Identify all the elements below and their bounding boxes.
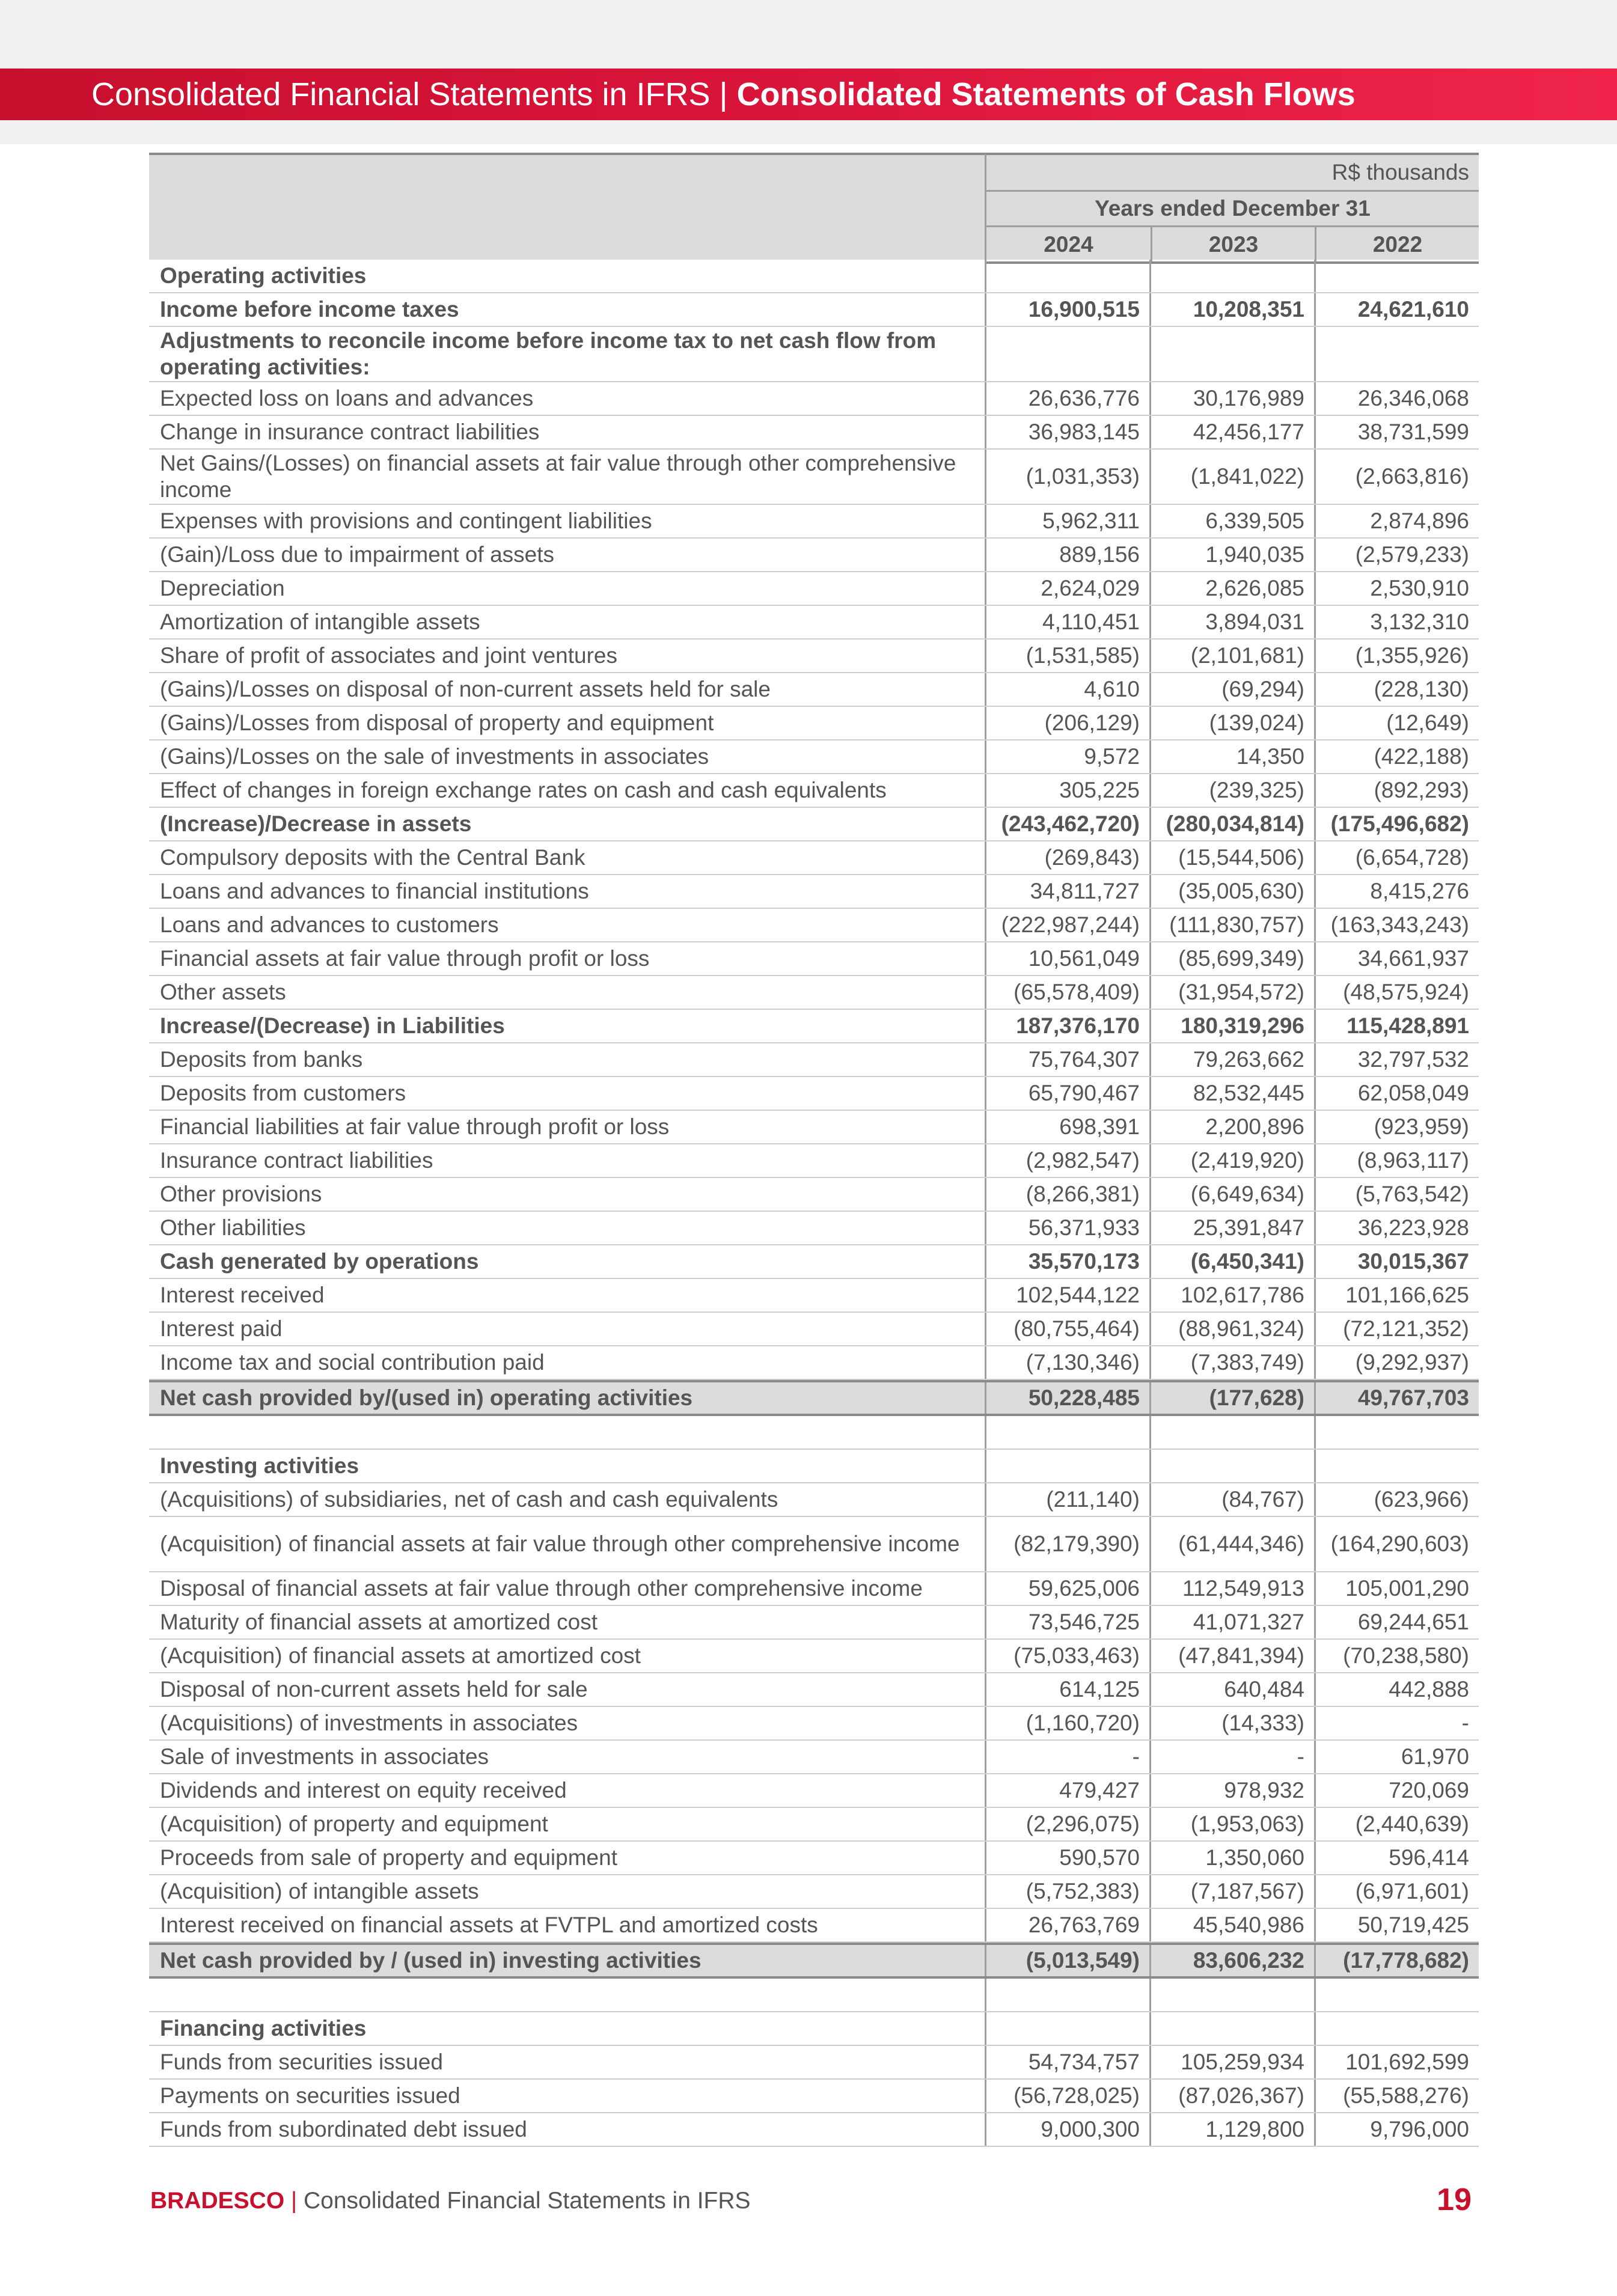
row-label: (Gains)/Losses from disposal of property and equipment xyxy=(160,710,714,735)
table-row xyxy=(149,293,1479,327)
value-cell-2024 xyxy=(985,2012,1149,2045)
value-cell-2024: 26,636,776 xyxy=(985,382,1149,415)
table-row xyxy=(149,416,1479,450)
value-cell-2022: 720,069 xyxy=(1314,1774,1479,1807)
value-cell-2023: 42,456,177 xyxy=(1149,416,1314,448)
value-cell-2022: 24,621,610 xyxy=(1314,293,1479,326)
table-row xyxy=(149,1774,1479,1808)
value-cell-2022: 62,058,049 xyxy=(1314,1077,1479,1110)
value-cell-2022: 49,767,703 xyxy=(1314,1382,1479,1414)
row-label: Interest received xyxy=(160,1283,325,1307)
value-cell-2023: - xyxy=(1149,1741,1314,1773)
value-cell-2022: 101,166,625 xyxy=(1314,1279,1479,1311)
row-label: (Acquisitions) of investments in associates xyxy=(160,1711,578,1735)
value-cell-2023: 30,176,989 xyxy=(1149,382,1314,415)
row-label: Sale of investments in associates xyxy=(160,1744,489,1769)
value-cell-2023: (84,767) xyxy=(1149,1483,1314,1516)
value-cell-2022: 36,223,928 xyxy=(1314,1212,1479,1244)
table-row xyxy=(149,382,1479,416)
row-label: (Acquisition) of property and equipment xyxy=(160,1812,548,1836)
table-row xyxy=(149,1043,1479,1077)
value-cell-2024: 5,962,311 xyxy=(985,505,1149,537)
value-cell-2024: 187,376,170 xyxy=(985,1010,1149,1042)
value-cell-2024: 479,427 xyxy=(985,1774,1149,1807)
table-row xyxy=(149,1077,1479,1111)
value-cell-2023: (177,628) xyxy=(1149,1382,1314,1414)
value-cell-2023 xyxy=(1149,1979,1314,2011)
value-cell-2024: (56,728,025) xyxy=(985,2080,1149,2112)
value-cell-2023: (69,294) xyxy=(1149,673,1314,706)
value-cell-2023: (6,649,634) xyxy=(1149,1178,1314,1211)
year-header: 2024 xyxy=(1044,231,1093,257)
table-row xyxy=(149,1640,1479,1673)
year-header: 2022 xyxy=(1315,227,1479,261)
table-row xyxy=(149,2012,1479,2046)
value-cell-2023: 10,208,351 xyxy=(1149,293,1314,326)
row-label: Cash generated by operations xyxy=(160,1249,479,1274)
value-cell-2024: 4,610 xyxy=(985,673,1149,706)
table-row xyxy=(149,572,1479,606)
value-cell-2023: 14,350 xyxy=(1149,740,1314,773)
value-cell-2023: 82,532,445 xyxy=(1149,1077,1314,1110)
banner-prefix: Consolidated Financial Statements in IFRS | xyxy=(91,76,728,112)
value-cell-2022 xyxy=(1314,260,1479,292)
value-cell-2022: (163,343,243) xyxy=(1314,909,1479,941)
row-label: Operating activities xyxy=(160,263,367,288)
value-cell-2022: (623,966) xyxy=(1314,1483,1479,1516)
row-label: Depreciation xyxy=(160,576,285,600)
value-cell-2022: 50,719,425 xyxy=(1314,1909,1479,1941)
value-cell-2024: 4,110,451 xyxy=(985,606,1149,638)
value-cell-2023: 640,484 xyxy=(1149,1673,1314,1706)
table-row xyxy=(149,1572,1479,1606)
table-row xyxy=(149,740,1479,774)
row-label: Loans and advances to customers xyxy=(160,912,499,937)
value-cell-2024: 56,371,933 xyxy=(985,1212,1149,1244)
row-label: Net Gains/(Losses) on financial assets at fair value through other comprehensive income xyxy=(160,451,956,502)
value-cell-2024: 75,764,307 xyxy=(985,1043,1149,1076)
value-cell-2022: - xyxy=(1314,1707,1479,1739)
value-cell-2023: 83,606,232 xyxy=(1149,1945,1314,1976)
year-header: 2023 xyxy=(1151,227,1315,261)
value-cell-2024: (243,462,720) xyxy=(985,808,1149,840)
table-row xyxy=(149,1673,1479,1707)
value-cell-2023: (88,961,324) xyxy=(1149,1313,1314,1345)
value-cell-2022: (1,355,926) xyxy=(1314,640,1479,672)
row-label: Other liabilities xyxy=(160,1215,306,1240)
value-cell-2024: (80,755,464) xyxy=(985,1313,1149,1345)
table-row xyxy=(149,1346,1479,1380)
value-cell-2024: 102,544,122 xyxy=(985,1279,1149,1311)
value-cell-2024: (1,031,353) xyxy=(985,450,1149,504)
value-cell-2024: (5,752,383) xyxy=(985,1875,1149,1908)
row-label: (Acquisitions) of subsidiaries, net of cash and cash equivalents xyxy=(160,1487,778,1512)
value-cell-2024 xyxy=(985,1416,1149,1449)
row-label: Financing activities xyxy=(160,2016,367,2041)
table-row xyxy=(149,327,1479,382)
value-cell-2023: (35,005,630) xyxy=(1149,875,1314,908)
value-cell-2023 xyxy=(1149,1450,1314,1482)
value-cell-2022: 105,001,290 xyxy=(1314,1572,1479,1605)
row-label: Other provisions xyxy=(160,1182,322,1206)
footer-separator: | xyxy=(291,2188,298,2214)
value-cell-2023: 102,617,786 xyxy=(1149,1279,1314,1311)
value-cell-2024: 698,391 xyxy=(985,1111,1149,1143)
value-cell-2022 xyxy=(1314,2012,1479,2045)
value-cell-2023: (7,187,567) xyxy=(1149,1875,1314,1908)
table-row xyxy=(149,1450,1479,1483)
value-cell-2024: (82,179,390) xyxy=(985,1517,1149,1571)
table-row xyxy=(149,841,1479,875)
table-row xyxy=(149,1380,1479,1416)
row-label: (Increase)/Decrease in assets xyxy=(160,811,472,836)
value-cell-2024: (222,987,244) xyxy=(985,909,1149,941)
value-cell-2023: 978,932 xyxy=(1149,1774,1314,1807)
row-label: Net cash provided by/(used in) operating activities xyxy=(160,1385,693,1410)
value-cell-2023: (2,419,920) xyxy=(1149,1144,1314,1177)
table-row xyxy=(149,1517,1479,1572)
table-row xyxy=(149,673,1479,707)
table-row xyxy=(149,2046,1479,2080)
row-label: Loans and advances to financial institutions xyxy=(160,879,589,903)
row-label: Maturity of financial assets at amortized cost xyxy=(160,1610,598,1634)
value-cell-2024: 36,983,145 xyxy=(985,416,1149,448)
value-cell-2022: 115,428,891 xyxy=(1314,1010,1479,1042)
table-header-blank xyxy=(149,153,985,260)
value-cell-2024 xyxy=(985,1979,1149,2011)
row-label: Insurance contract liabilities xyxy=(160,1148,433,1173)
value-cell-2023 xyxy=(1149,1416,1314,1449)
value-cell-2023 xyxy=(1149,2012,1314,2045)
value-cell-2023: 41,071,327 xyxy=(1149,1606,1314,1638)
row-label: Effect of changes in foreign exchange rates on cash and cash equivalents xyxy=(160,778,887,802)
value-cell-2024: (269,843) xyxy=(985,841,1149,874)
row-label: Expected loss on loans and advances xyxy=(160,386,534,411)
table-row xyxy=(149,260,1479,293)
row-label: Income before income taxes xyxy=(160,297,459,322)
value-cell-2023: 2,200,896 xyxy=(1149,1111,1314,1143)
row-label: Financial liabilities at fair value through profit or loss xyxy=(160,1114,670,1139)
row-label: Deposits from customers xyxy=(160,1081,406,1105)
row-label: Funds from subordinated debt issued xyxy=(160,2117,527,2142)
value-cell-2024: (65,578,409) xyxy=(985,976,1149,1009)
row-label: (Acquisition) of financial assets at fair value through other comprehensive income xyxy=(160,1531,960,1556)
value-cell-2024: 65,790,467 xyxy=(985,1077,1149,1110)
value-cell-2022: (923,959) xyxy=(1314,1111,1479,1143)
value-cell-2023: (239,325) xyxy=(1149,774,1314,807)
value-cell-2024: 35,570,173 xyxy=(985,1245,1149,1278)
value-cell-2022: (2,440,639) xyxy=(1314,1808,1479,1840)
table-header xyxy=(985,153,1479,260)
page-number: 19 xyxy=(1437,2182,1472,2217)
value-cell-2022: 32,797,532 xyxy=(1314,1043,1479,1076)
value-cell-2024: 2,624,029 xyxy=(985,572,1149,605)
table-row xyxy=(149,1279,1479,1313)
value-cell-2024 xyxy=(985,327,1149,381)
value-cell-2022: 38,731,599 xyxy=(1314,416,1479,448)
value-cell-2023: (7,383,749) xyxy=(1149,1346,1314,1379)
row-label: Funds from securities issued xyxy=(160,2050,443,2074)
table-row xyxy=(149,1606,1479,1640)
row-label: Adjustments to reconcile income before income tax to net cash flow from operating activities: xyxy=(160,328,937,379)
value-cell-2024: (75,033,463) xyxy=(985,1640,1149,1672)
row-label: Increase/(Decrease) in Liabilities xyxy=(160,1013,505,1038)
value-cell-2022 xyxy=(1314,1416,1479,1449)
value-cell-2023: (111,830,757) xyxy=(1149,909,1314,941)
row-label: (Acquisition) of intangible assets xyxy=(160,1879,479,1904)
value-cell-2022: (17,778,682) xyxy=(1314,1945,1479,1976)
value-cell-2022: (228,130) xyxy=(1314,673,1479,706)
value-cell-2023: 1,940,035 xyxy=(1149,539,1314,571)
value-cell-2022: (2,663,816) xyxy=(1314,450,1479,504)
value-cell-2023: (6,450,341) xyxy=(1149,1245,1314,1278)
table-row xyxy=(149,539,1479,572)
value-cell-2022: (70,238,580) xyxy=(1314,1640,1479,1672)
table-row xyxy=(149,1979,1479,2012)
row-label: Income tax and social contribution paid xyxy=(160,1350,545,1375)
value-cell-2022: (422,188) xyxy=(1314,740,1479,773)
row-label: Financial assets at fair value through profit or loss xyxy=(160,946,650,971)
value-cell-2022: (12,649) xyxy=(1314,707,1479,739)
value-cell-2022: (9,292,937) xyxy=(1314,1346,1479,1379)
row-label xyxy=(149,1979,985,2011)
value-cell-2022: (8,963,117) xyxy=(1314,1144,1479,1177)
year-headers xyxy=(986,227,1479,264)
value-cell-2023: (139,024) xyxy=(1149,707,1314,739)
table-row xyxy=(149,1245,1479,1279)
value-cell-2024: (206,129) xyxy=(985,707,1149,739)
row-label: Interest paid xyxy=(160,1316,283,1341)
value-cell-2022 xyxy=(1314,327,1479,381)
value-cell-2023: (280,034,814) xyxy=(1149,808,1314,840)
row-label: Net cash provided by / (used in) investing activities xyxy=(160,1948,702,1973)
table-row xyxy=(149,1313,1479,1346)
value-cell-2022: (5,763,542) xyxy=(1314,1178,1479,1211)
footer xyxy=(150,2188,751,2214)
value-cell-2022: (892,293) xyxy=(1314,774,1479,807)
value-cell-2024: 9,000,300 xyxy=(985,2113,1149,2146)
table-row xyxy=(149,942,1479,976)
row-label: Disposal of financial assets at fair value through other comprehensive income xyxy=(160,1576,923,1601)
value-cell-2022: 2,530,910 xyxy=(1314,572,1479,605)
value-cell-2022: (6,971,601) xyxy=(1314,1875,1479,1908)
value-cell-2022 xyxy=(1314,1450,1479,1482)
value-cell-2023: 1,129,800 xyxy=(1149,2113,1314,2146)
value-cell-2022: 2,874,896 xyxy=(1314,505,1479,537)
table-row xyxy=(149,1144,1479,1178)
value-cell-2023: (15,544,506) xyxy=(1149,841,1314,874)
table-row xyxy=(149,1909,1479,1943)
table-row xyxy=(149,1808,1479,1842)
row-label: Investing activities xyxy=(160,1453,359,1478)
table-row xyxy=(149,640,1479,673)
row-label: Expenses with provisions and contingent liabilities xyxy=(160,508,652,533)
banner-section-title: Consolidated Statements of Cash Flows xyxy=(736,76,1356,112)
value-cell-2023: 112,549,913 xyxy=(1149,1572,1314,1605)
row-label: (Acquisition) of financial assets at amortized cost xyxy=(160,1643,641,1668)
value-cell-2023: (61,444,346) xyxy=(1149,1517,1314,1571)
value-cell-2022: 30,015,367 xyxy=(1314,1245,1479,1278)
value-cell-2023: 105,259,934 xyxy=(1149,2046,1314,2078)
value-cell-2022: 3,132,310 xyxy=(1314,606,1479,638)
table-body xyxy=(149,260,1479,2147)
value-cell-2024: (1,531,585) xyxy=(985,640,1149,672)
value-cell-2023: (1,953,063) xyxy=(1149,1808,1314,1840)
table-row xyxy=(149,1707,1479,1741)
table-row xyxy=(149,1416,1479,1450)
value-cell-2024: - xyxy=(985,1741,1149,1773)
row-label: Payments on securities issued xyxy=(160,2083,460,2108)
value-cell-2024: 50,228,485 xyxy=(985,1382,1149,1414)
value-cell-2022: 61,970 xyxy=(1314,1741,1479,1773)
table-row xyxy=(149,1741,1479,1774)
unit-label: R$ thousands xyxy=(986,155,1479,192)
value-cell-2022: 26,346,068 xyxy=(1314,382,1479,415)
value-cell-2023 xyxy=(1149,327,1314,381)
value-cell-2024: 73,546,725 xyxy=(985,1606,1149,1638)
value-cell-2024: (1,160,720) xyxy=(985,1707,1149,1739)
banner-title xyxy=(91,76,1356,113)
footer-brand: BRADESCO xyxy=(150,2188,285,2214)
value-cell-2024: (211,140) xyxy=(985,1483,1149,1516)
value-cell-2023: (87,026,367) xyxy=(1149,2080,1314,2112)
row-label: Dividends and interest on equity received xyxy=(160,1778,567,1803)
value-cell-2022: 9,796,000 xyxy=(1314,2113,1479,2146)
value-cell-2024: 305,225 xyxy=(985,774,1149,807)
table-row xyxy=(149,1943,1479,1979)
value-cell-2024: 59,625,006 xyxy=(985,1572,1149,1605)
value-cell-2024 xyxy=(985,260,1149,292)
value-cell-2024: (5,013,549) xyxy=(985,1945,1149,1976)
table-row xyxy=(149,2113,1479,2147)
value-cell-2023: 3,894,031 xyxy=(1149,606,1314,638)
period-label: Years ended December 31 xyxy=(986,192,1479,227)
table-row xyxy=(149,1483,1479,1517)
value-cell-2022: (164,290,603) xyxy=(1314,1517,1479,1571)
table-row xyxy=(149,450,1479,505)
value-cell-2023: 6,339,505 xyxy=(1149,505,1314,537)
value-cell-2023: (2,101,681) xyxy=(1149,640,1314,672)
table-row xyxy=(149,1111,1479,1144)
value-cell-2023: (47,841,394) xyxy=(1149,1640,1314,1672)
value-cell-2024: 889,156 xyxy=(985,539,1149,571)
row-label: Amortization of intangible assets xyxy=(160,609,480,634)
table-row xyxy=(149,976,1479,1010)
value-cell-2024: 590,570 xyxy=(985,1842,1149,1874)
value-cell-2022: 442,888 xyxy=(1314,1673,1479,1706)
table-row xyxy=(149,707,1479,740)
value-cell-2024: (2,982,547) xyxy=(985,1144,1149,1177)
value-cell-2022: (175,496,682) xyxy=(1314,808,1479,840)
table-row xyxy=(149,1010,1479,1043)
value-cell-2023: 180,319,296 xyxy=(1149,1010,1314,1042)
table-row xyxy=(149,2080,1479,2113)
value-cell-2022: (6,654,728) xyxy=(1314,841,1479,874)
row-label: (Gains)/Losses on the sale of investments in associates xyxy=(160,744,709,769)
value-cell-2023: 79,263,662 xyxy=(1149,1043,1314,1076)
value-cell-2024: 10,561,049 xyxy=(985,942,1149,975)
value-cell-2024: (7,130,346) xyxy=(985,1346,1149,1379)
table-row xyxy=(149,606,1479,640)
row-label xyxy=(149,1416,985,1449)
value-cell-2022: (72,121,352) xyxy=(1314,1313,1479,1345)
value-cell-2023 xyxy=(1149,260,1314,292)
value-cell-2024 xyxy=(985,1450,1149,1482)
value-cell-2024: 9,572 xyxy=(985,740,1149,773)
value-cell-2024: (8,266,381) xyxy=(985,1178,1149,1211)
value-cell-2023: 45,540,986 xyxy=(1149,1909,1314,1941)
table-row xyxy=(149,808,1479,841)
footer-text: Consolidated Financial Statements in IFRS xyxy=(304,2188,751,2214)
table-row xyxy=(149,1178,1479,1212)
value-cell-2022: (48,575,924) xyxy=(1314,976,1479,1009)
table-row xyxy=(149,505,1479,539)
value-cell-2022: 69,244,651 xyxy=(1314,1606,1479,1638)
row-label: Change in insurance contract liabilities xyxy=(160,420,540,444)
value-cell-2024: 16,900,515 xyxy=(985,293,1149,326)
row-label: Interest received on financial assets at FVTPL and amortized costs xyxy=(160,1913,818,1937)
value-cell-2023: 25,391,847 xyxy=(1149,1212,1314,1244)
value-cell-2024: 26,763,769 xyxy=(985,1909,1149,1941)
table-row xyxy=(149,1875,1479,1909)
row-label: Proceeds from sale of property and equipment xyxy=(160,1845,617,1870)
row-label: Deposits from banks xyxy=(160,1047,363,1072)
table-row xyxy=(149,1212,1479,1245)
row-label: (Gains)/Losses on disposal of non-current assets held for sale xyxy=(160,677,771,701)
value-cell-2023: (14,333) xyxy=(1149,1707,1314,1739)
value-cell-2023: (1,841,022) xyxy=(1149,450,1314,504)
table-row xyxy=(149,1842,1479,1875)
value-cell-2022: 101,692,599 xyxy=(1314,2046,1479,2078)
value-cell-2024: (2,296,075) xyxy=(985,1808,1149,1840)
row-label: Other assets xyxy=(160,980,286,1004)
value-cell-2024: 614,125 xyxy=(985,1673,1149,1706)
header-banner xyxy=(0,69,1617,120)
value-cell-2024: 34,811,727 xyxy=(985,875,1149,908)
value-cell-2022: (2,579,233) xyxy=(1314,539,1479,571)
row-label: Compulsory deposits with the Central Bank xyxy=(160,845,585,870)
value-cell-2023: (85,699,349) xyxy=(1149,942,1314,975)
value-cell-2023: (31,954,572) xyxy=(1149,976,1314,1009)
value-cell-2022: 34,661,937 xyxy=(1314,942,1479,975)
table-row xyxy=(149,774,1479,808)
value-cell-2022: (55,588,276) xyxy=(1314,2080,1479,2112)
row-label: (Gain)/Loss due to impairment of assets xyxy=(160,542,555,567)
row-label: Disposal of non-current assets held for sale xyxy=(160,1677,588,1702)
value-cell-2022: 8,415,276 xyxy=(1314,875,1479,908)
value-cell-2022: 596,414 xyxy=(1314,1842,1479,1874)
value-cell-2022 xyxy=(1314,1979,1479,2011)
value-cell-2023: 1,350,060 xyxy=(1149,1842,1314,1874)
table-row xyxy=(149,909,1479,942)
table-row xyxy=(149,875,1479,909)
row-label: Share of profit of associates and joint ventures xyxy=(160,643,617,668)
value-cell-2024: 54,734,757 xyxy=(985,2046,1149,2078)
value-cell-2023: 2,626,085 xyxy=(1149,572,1314,605)
